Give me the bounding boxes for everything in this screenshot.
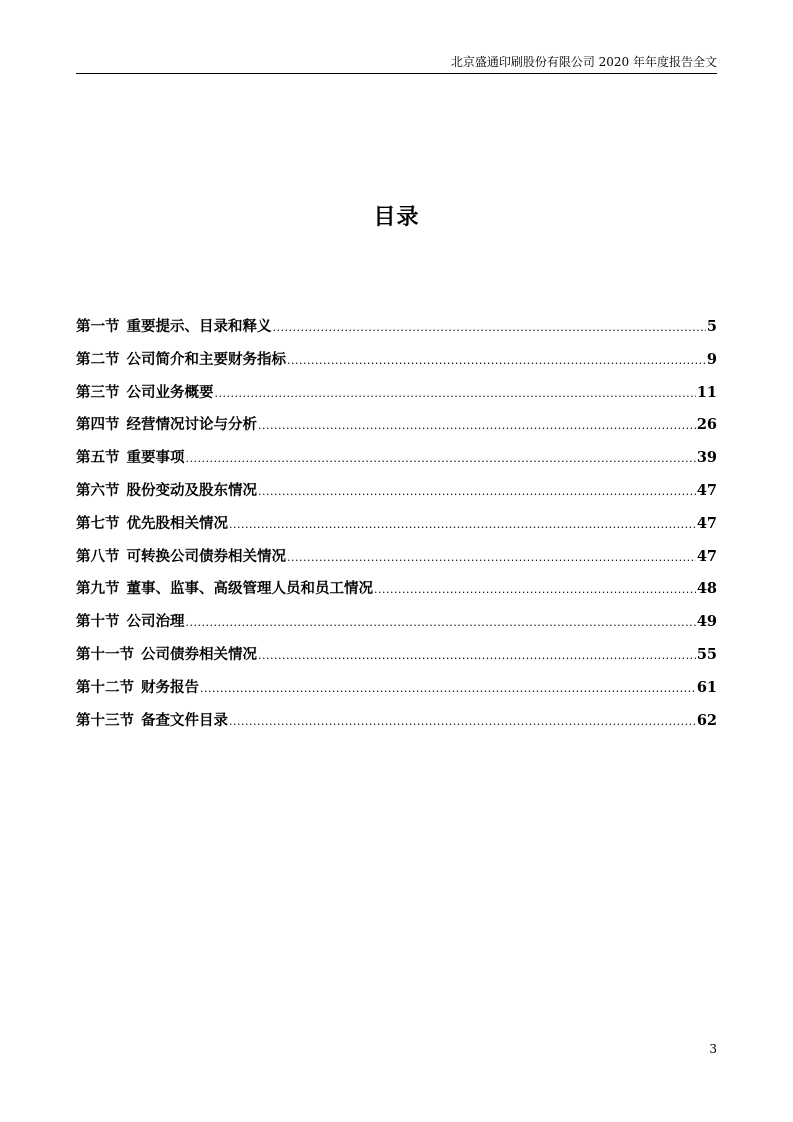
toc-section-number: 第五节 [76, 449, 120, 467]
toc-page-number: 55 [696, 645, 717, 663]
toc-page-number: 26 [696, 416, 717, 434]
toc-entry[interactable] [76, 317, 717, 350]
toc-section-title: 公司债券相关情况 [141, 645, 257, 663]
toc-dot-leader [229, 515, 696, 535]
toc-section-title: 公司简介和主要财务指标 [126, 350, 286, 368]
toc-page-number: 5 [706, 318, 717, 335]
toc-section-title: 重要提示、目录和释义 [126, 318, 272, 335]
toc-section-title: 公司业务概要 [126, 383, 214, 401]
toc-page-number: 49 [696, 613, 717, 631]
toc-dot-leader [258, 646, 696, 666]
table-of-contents [76, 317, 717, 743]
toc-page-number: 9 [706, 350, 717, 368]
toc-page-number: 62 [696, 711, 717, 729]
toc-page-number: 48 [696, 580, 717, 598]
toc-section-title: 备查文件目录 [141, 711, 228, 729]
running-header: 北京盛通印刷股份有限公司 2020 年年度报告全文 [450, 55, 717, 69]
toc-section-title: 财务报告 [141, 678, 199, 696]
toc-dot-leader [200, 679, 696, 699]
toc-page-number: 47 [696, 547, 717, 565]
header-divider [76, 73, 717, 74]
toc-entry[interactable] [76, 415, 717, 448]
toc-page-number: 11 [696, 383, 717, 401]
page-number: 3 [709, 1042, 717, 1056]
toc-dot-leader [186, 613, 696, 633]
toc-entry[interactable] [76, 678, 717, 711]
toc-dot-leader [258, 482, 696, 502]
toc-section-number: 第四节 [76, 416, 120, 434]
toc-entry[interactable] [76, 645, 717, 678]
toc-section-number: 第二节 [76, 350, 120, 368]
toc-dot-leader [287, 351, 706, 371]
toc-section-number: 第八节 [76, 547, 120, 565]
toc-dot-leader [229, 712, 696, 732]
toc-entry[interactable] [76, 711, 717, 744]
toc-entry[interactable] [76, 579, 717, 612]
toc-dot-leader [287, 548, 696, 568]
page-title: 目录 [373, 204, 420, 230]
toc-section-number: 第十三节 [76, 711, 134, 729]
toc-entry[interactable] [76, 612, 717, 645]
toc-section-number: 第十一节 [76, 645, 134, 663]
toc-section-title: 重要事项 [126, 449, 185, 467]
toc-dot-leader [258, 416, 696, 436]
toc-dot-leader [186, 449, 696, 469]
toc-section-title: 股份变动及股东情况 [126, 481, 257, 499]
toc-entry[interactable] [76, 547, 717, 580]
toc-entry[interactable] [76, 350, 717, 383]
toc-entry[interactable] [76, 448, 717, 481]
toc-section-number: 第十二节 [76, 678, 134, 696]
toc-section-number: 第七节 [76, 514, 120, 532]
toc-section-title: 优先股相关情况 [126, 514, 228, 532]
toc-section-number: 第三节 [76, 383, 120, 401]
toc-section-title: 董事、监事、高级管理人员和员工情况 [126, 580, 373, 598]
toc-entry[interactable] [76, 383, 717, 416]
toc-page-number: 47 [696, 481, 717, 499]
toc-section-number: 第十节 [76, 613, 120, 631]
toc-section-title: 可转换公司债券相关情况 [126, 547, 286, 565]
toc-dot-leader [215, 384, 696, 404]
toc-entry[interactable] [76, 481, 717, 514]
toc-page-number: 39 [696, 449, 717, 467]
toc-page-number: 47 [696, 514, 717, 532]
toc-section-number: 第六节 [76, 481, 120, 499]
toc-entry[interactable] [76, 514, 717, 547]
toc-section-number: 第九节 [76, 580, 120, 598]
toc-dot-leader [273, 318, 706, 338]
toc-section-title: 经营情况讨论与分析 [126, 416, 257, 434]
toc-page-number: 61 [696, 678, 717, 696]
toc-section-number: 第一节 [76, 318, 120, 335]
toc-section-title: 公司治理 [126, 613, 185, 631]
toc-dot-leader [374, 580, 696, 600]
